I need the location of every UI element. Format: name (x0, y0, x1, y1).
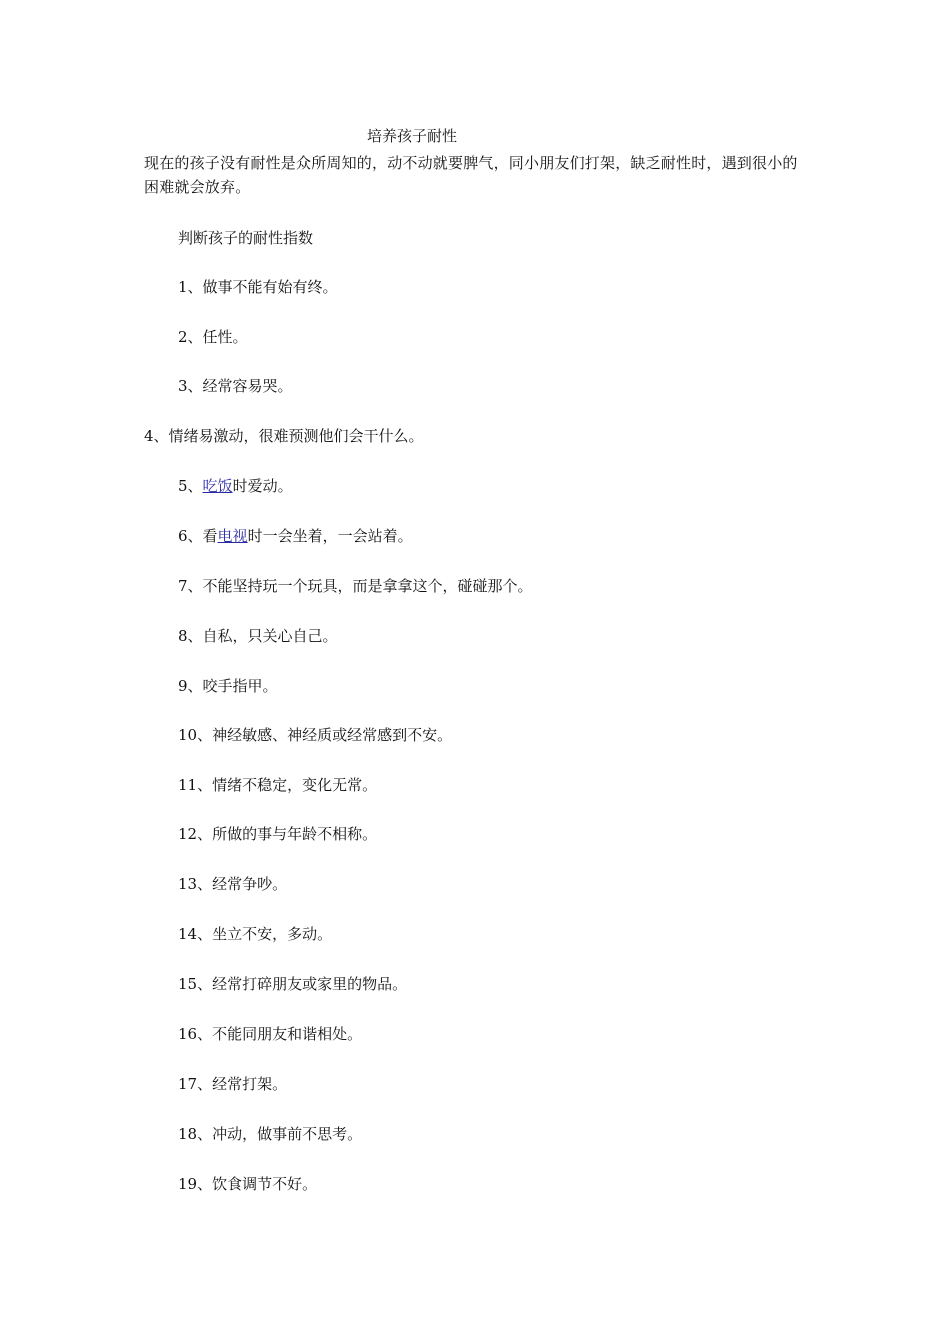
list-item-1: 1、做事不能有始有终。 (178, 278, 338, 296)
list-item-6 (178, 526, 413, 546)
list-item-9: 9、咬手指甲。 (178, 677, 278, 695)
list-item-2: 2、任性。 (178, 328, 248, 346)
list-item-12: 12、所做的事与年龄不相称。 (178, 825, 378, 843)
list-item-5-prefix: 5、 (178, 477, 203, 495)
list-item-17: 17、经常打架。 (178, 1075, 288, 1093)
intro-paragraph: 现在的孩子没有耐性是众所周知的，动不动就要脾气，同小朋友们打架，缺乏耐性时，遇到很小的困难就会放弃。 (144, 154, 798, 196)
link-chifan[interactable]: 吃饭 (202, 477, 233, 495)
list-item-7: 7、不能坚持玩一个玩具，而是拿拿这个，碰碰那个。 (178, 577, 533, 595)
list-item-15: 15、经常打碎朋友或家里的物品。 (178, 975, 408, 993)
list-item-6-suffix: 时一会坐着，一会站着。 (247, 527, 413, 545)
list-item-10: 10、神经敏感、神经质或经常感到不安。 (178, 726, 453, 744)
document-title: 培养孩子耐性 (366, 127, 457, 145)
list-item-16: 16、不能同朋友和谐相处。 (178, 1025, 363, 1043)
list-item-13: 13、经常争吵。 (178, 875, 288, 893)
link-dianshi[interactable]: 电视 (217, 527, 248, 545)
list-item-4: 4、情绪易激动，很难预测他们会干什么。 (144, 427, 424, 445)
list-item-11: 11、情绪不稳定，变化无常。 (178, 776, 378, 794)
list-item-5-suffix: 时爱动。 (232, 477, 293, 495)
section-heading: 判断孩子的耐性指数 (178, 229, 314, 247)
list-item-14: 14、坐立不安，多动。 (178, 925, 333, 943)
list-item-3: 3、经常容易哭。 (178, 377, 293, 395)
list-item-18: 18、冲动，做事前不思考。 (178, 1125, 363, 1143)
list-item-5 (178, 476, 293, 496)
list-item-19: 19、饮食调节不好。 (178, 1175, 318, 1193)
list-item-8: 8、自私，只关心自己。 (178, 627, 338, 645)
list-item-6-prefix: 6、看 (178, 527, 218, 545)
